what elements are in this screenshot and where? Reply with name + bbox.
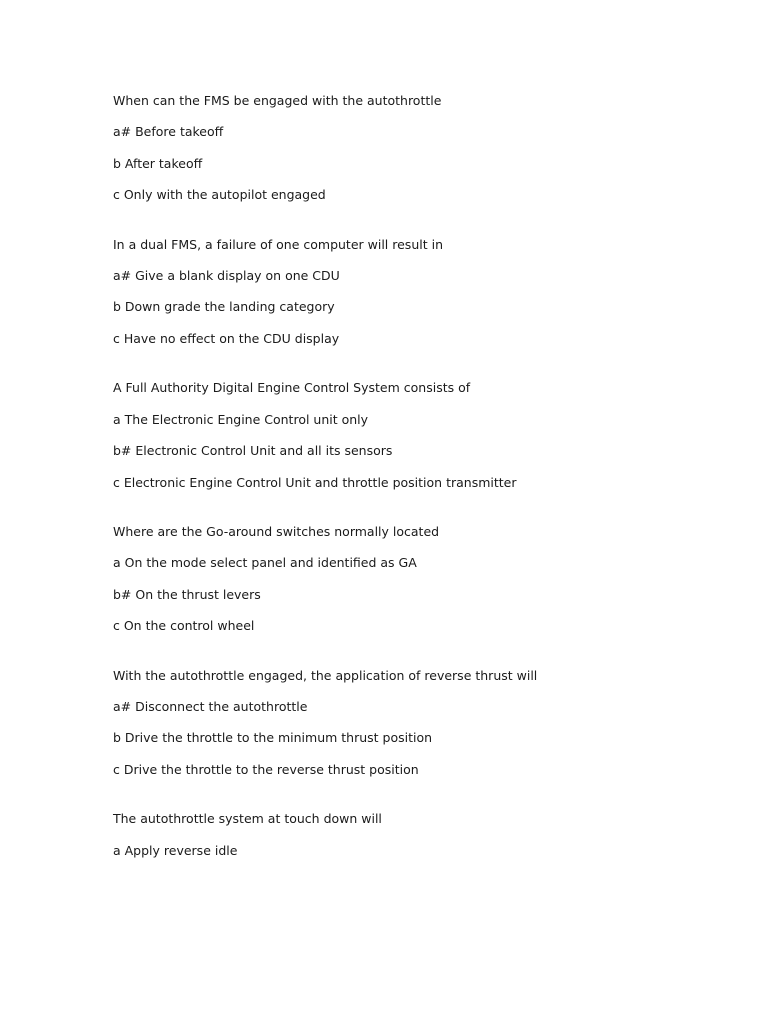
question-block: [113, 810, 733, 859]
answer-option: c Electronic Engine Control Unit and throttle position transmitter: [113, 474, 517, 490]
question-block: [113, 379, 733, 491]
answer-option: a Apply reverse idle: [113, 842, 238, 858]
answer-option: a# Disconnect the autothrottle: [113, 699, 308, 715]
question-block: [113, 236, 733, 348]
answer-option: a# Before takeoff: [113, 124, 224, 140]
question-text: In a dual FMS, a failure of one computer will result in: [113, 236, 443, 252]
answer-option: c Have no effect on the CDU display: [113, 330, 340, 346]
answer-option: a# Give a blank display on one CDU: [113, 268, 340, 284]
question-text: With the autothrottle engaged, the application of reverse thrust will: [113, 667, 538, 683]
question-block: [113, 92, 733, 204]
answer-option: c Drive the throttle to the reverse thrust position: [113, 761, 419, 777]
answer-option: b# On the thrust levers: [113, 586, 261, 602]
answer-option: b# Electronic Control Unit and all its sensors: [113, 443, 393, 459]
question-block: [113, 667, 733, 779]
answer-option: a The Electronic Engine Control unit only: [113, 411, 369, 427]
document-page: [113, 92, 733, 891]
question-text: When can the FMS be engaged with the autothrottle: [113, 93, 442, 108]
answer-option: c Only with the autopilot engaged: [113, 187, 326, 203]
answer-option: a On the mode select panel and identified as GA: [113, 555, 417, 571]
answer-option: b Down grade the landing category: [113, 299, 335, 315]
question-text: A Full Authority Digital Engine Control System consists of: [113, 380, 471, 396]
question-text: Where are the Go-around switches normally located: [113, 524, 440, 540]
question-text: The autothrottle system at touch down will: [113, 811, 382, 827]
answer-option: b Drive the throttle to the minimum thrust position: [113, 730, 433, 746]
answer-option: b After takeoff: [113, 155, 203, 171]
answer-option: c On the control wheel: [113, 618, 255, 634]
question-block: [113, 523, 733, 635]
